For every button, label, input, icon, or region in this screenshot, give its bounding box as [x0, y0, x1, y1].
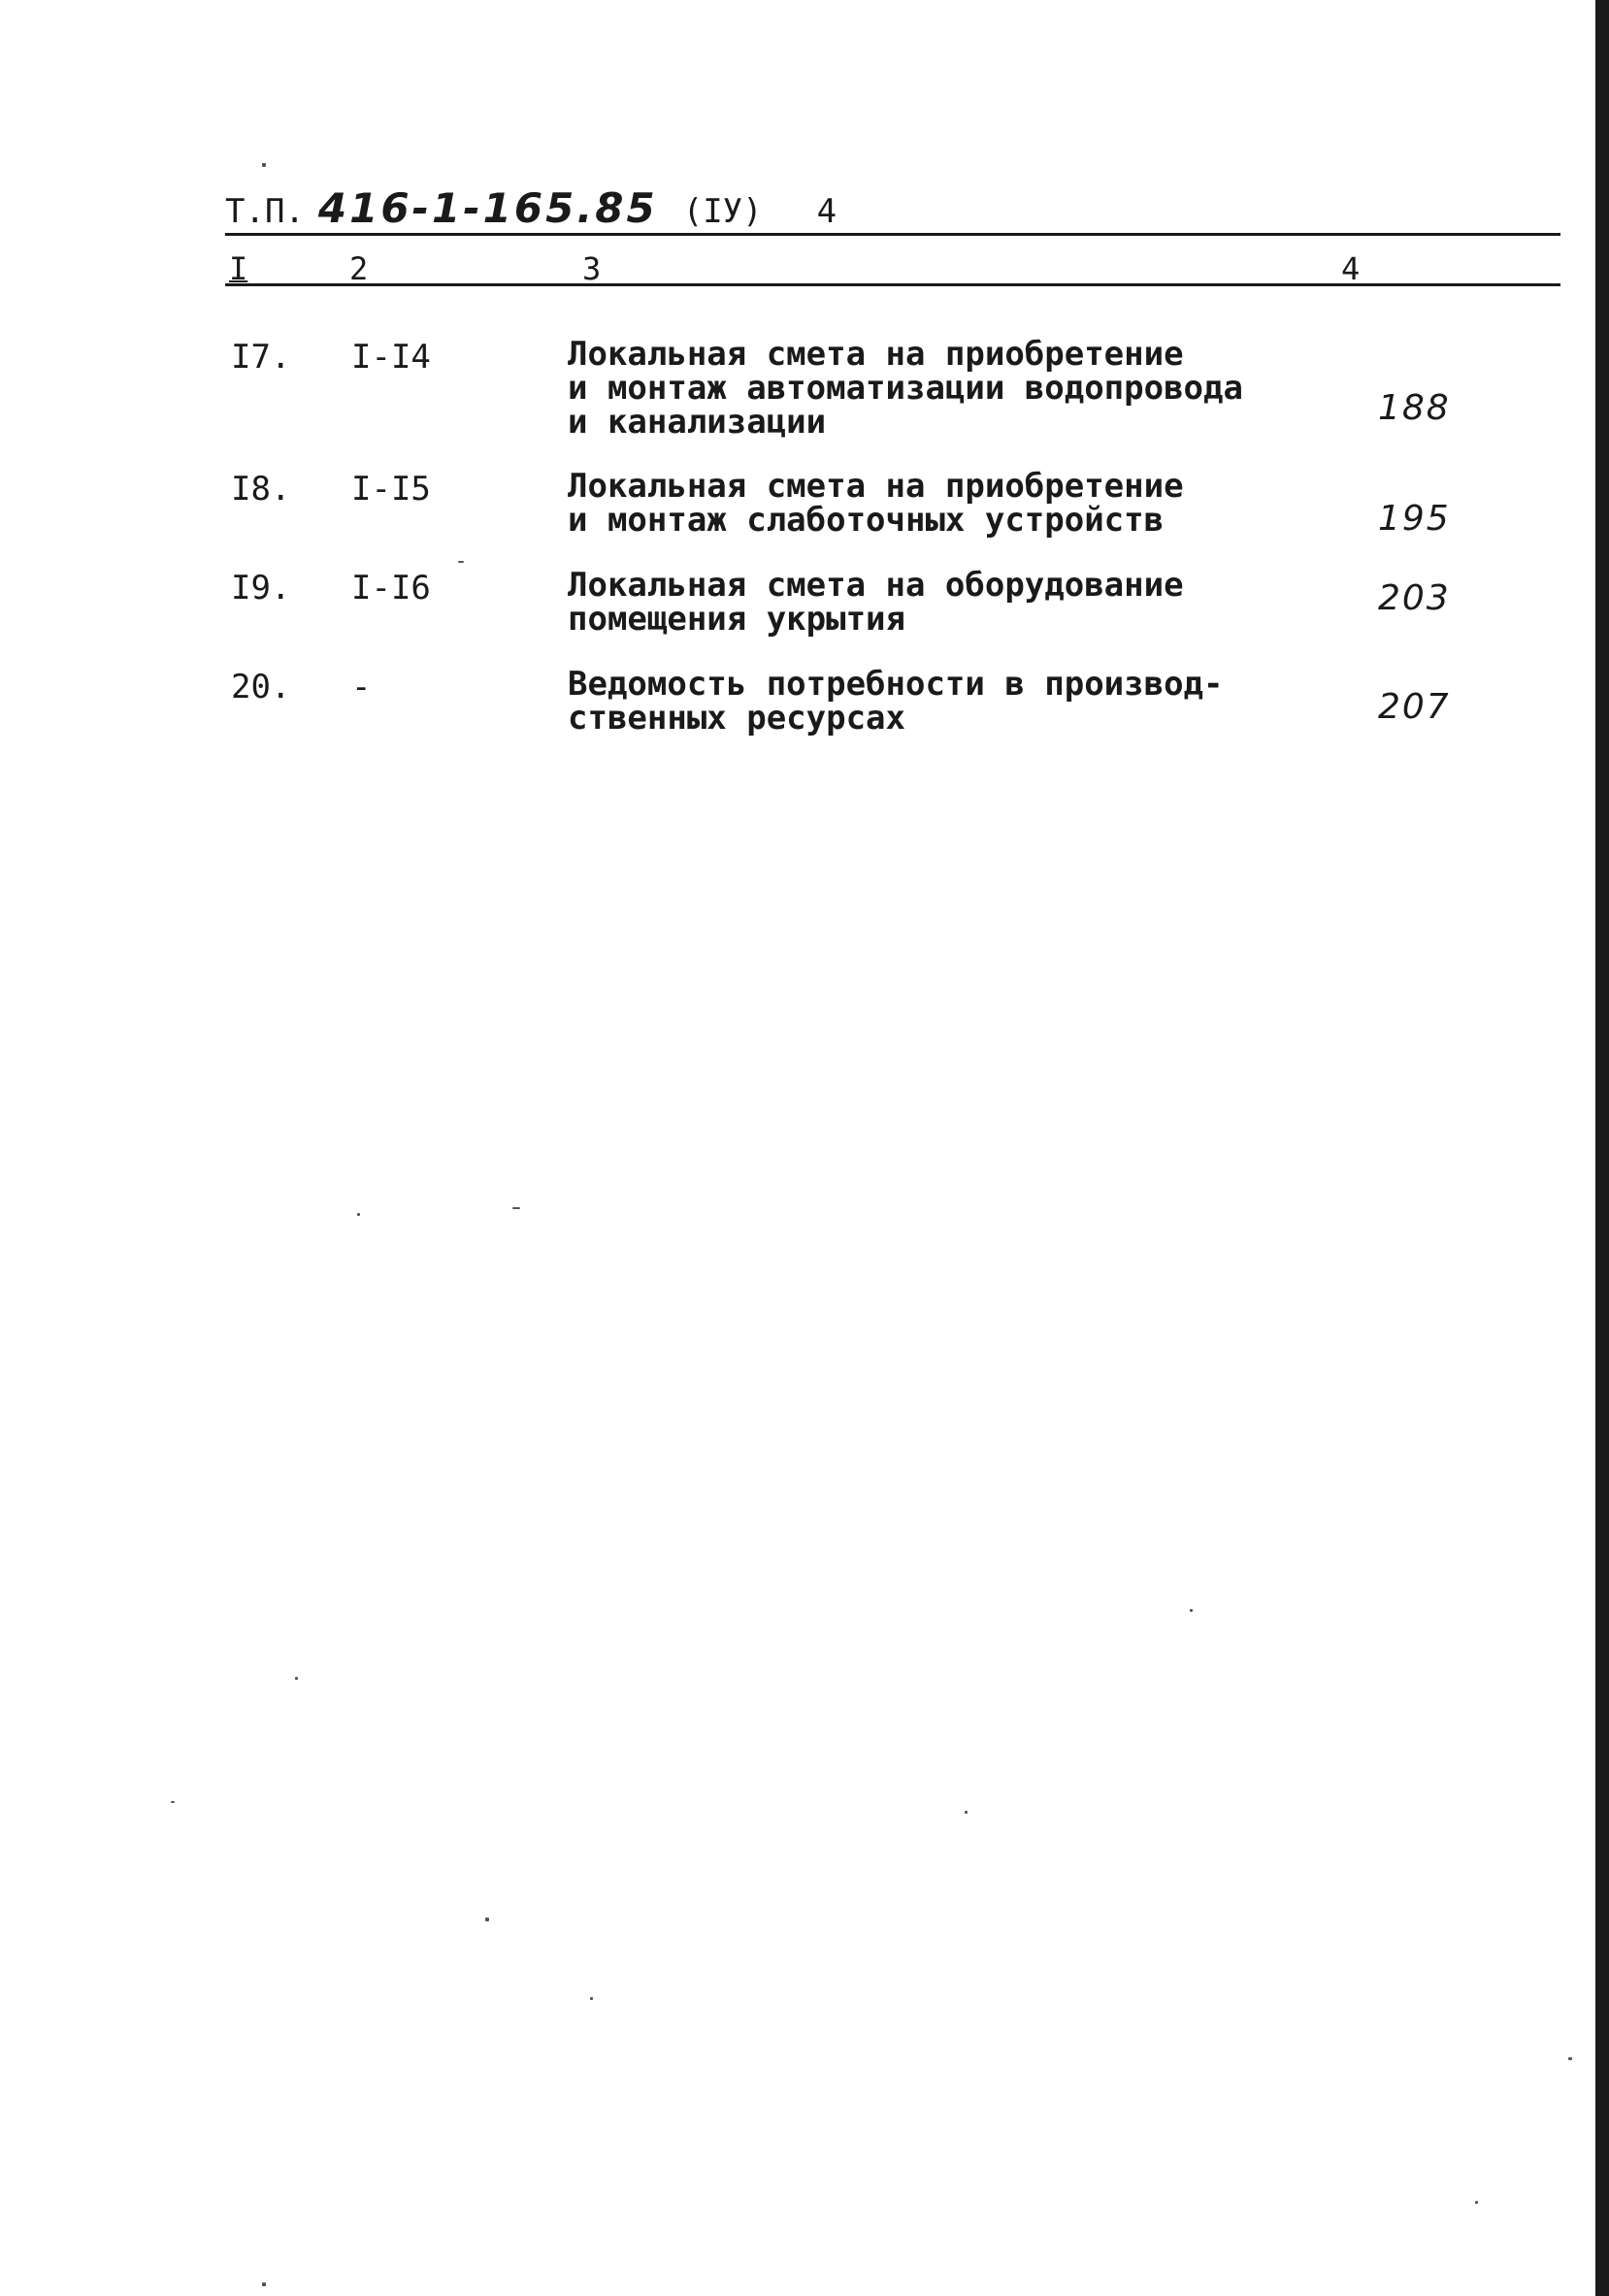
scan-speck [512, 1207, 520, 1209]
description-line: и монтаж слаботочных устройств [568, 501, 1165, 540]
series-label: (IУ) [682, 192, 763, 231]
description-line: Локальная смета на оборудование [568, 566, 1184, 605]
description-line: ственных ресурсах [568, 699, 905, 738]
row-code: I-I5 [351, 470, 431, 508]
description-line: Локальная смета на приобретение [568, 467, 1184, 506]
header-bottom-rule [225, 283, 1560, 286]
row-page: 207 [1378, 687, 1451, 727]
row-page: 195 [1378, 499, 1451, 539]
project-number: 416-1-165.85 [317, 184, 658, 232]
row-description [568, 566, 1305, 639]
scan-speck [458, 561, 464, 563]
sheet-number: 4 [816, 192, 837, 231]
row-number: I8. [231, 470, 291, 508]
scan-speck [1190, 1609, 1193, 1612]
row-code: I-I4 [351, 338, 431, 377]
row-number: I9. [231, 569, 291, 607]
scan-edge-border [1595, 0, 1609, 2296]
row-number: 20. [231, 668, 291, 706]
column-header-3: 3 [582, 250, 602, 287]
column-header-2: 2 [349, 250, 369, 287]
row-number: I7. [231, 338, 291, 377]
row-page: 203 [1378, 578, 1451, 618]
row-page: 188 [1378, 388, 1451, 428]
description-line: и монтаж автоматизации водопровода [568, 369, 1243, 408]
header-top-rule [225, 233, 1560, 236]
scan-speck [590, 1997, 593, 2000]
scan-speck [262, 163, 266, 167]
scan-speck [965, 1811, 968, 1814]
description-line: Локальная смета на приобретение [568, 335, 1184, 374]
row-description [568, 335, 1305, 442]
scan-speck [1568, 2057, 1572, 2060]
row-description [568, 665, 1305, 738]
scan-speck [295, 1677, 298, 1680]
row-description [568, 467, 1305, 540]
description-line: Ведомость потребности в производ- [568, 665, 1224, 704]
header-prefix: Т.П. [225, 192, 305, 231]
scan-speck [357, 1213, 360, 1216]
document-header [225, 184, 837, 232]
scan-speck [1475, 2201, 1478, 2204]
row-code: - [351, 668, 372, 706]
scan-speck [485, 1918, 489, 1921]
scan-speck [171, 1801, 175, 1803]
scan-speck [262, 2282, 266, 2286]
row-code: I-I6 [351, 569, 431, 607]
column-header-1: I [229, 250, 248, 287]
column-header-4: 4 [1341, 250, 1361, 287]
description-line: и канализации [568, 403, 827, 442]
description-line: помещения укрытия [568, 600, 905, 639]
